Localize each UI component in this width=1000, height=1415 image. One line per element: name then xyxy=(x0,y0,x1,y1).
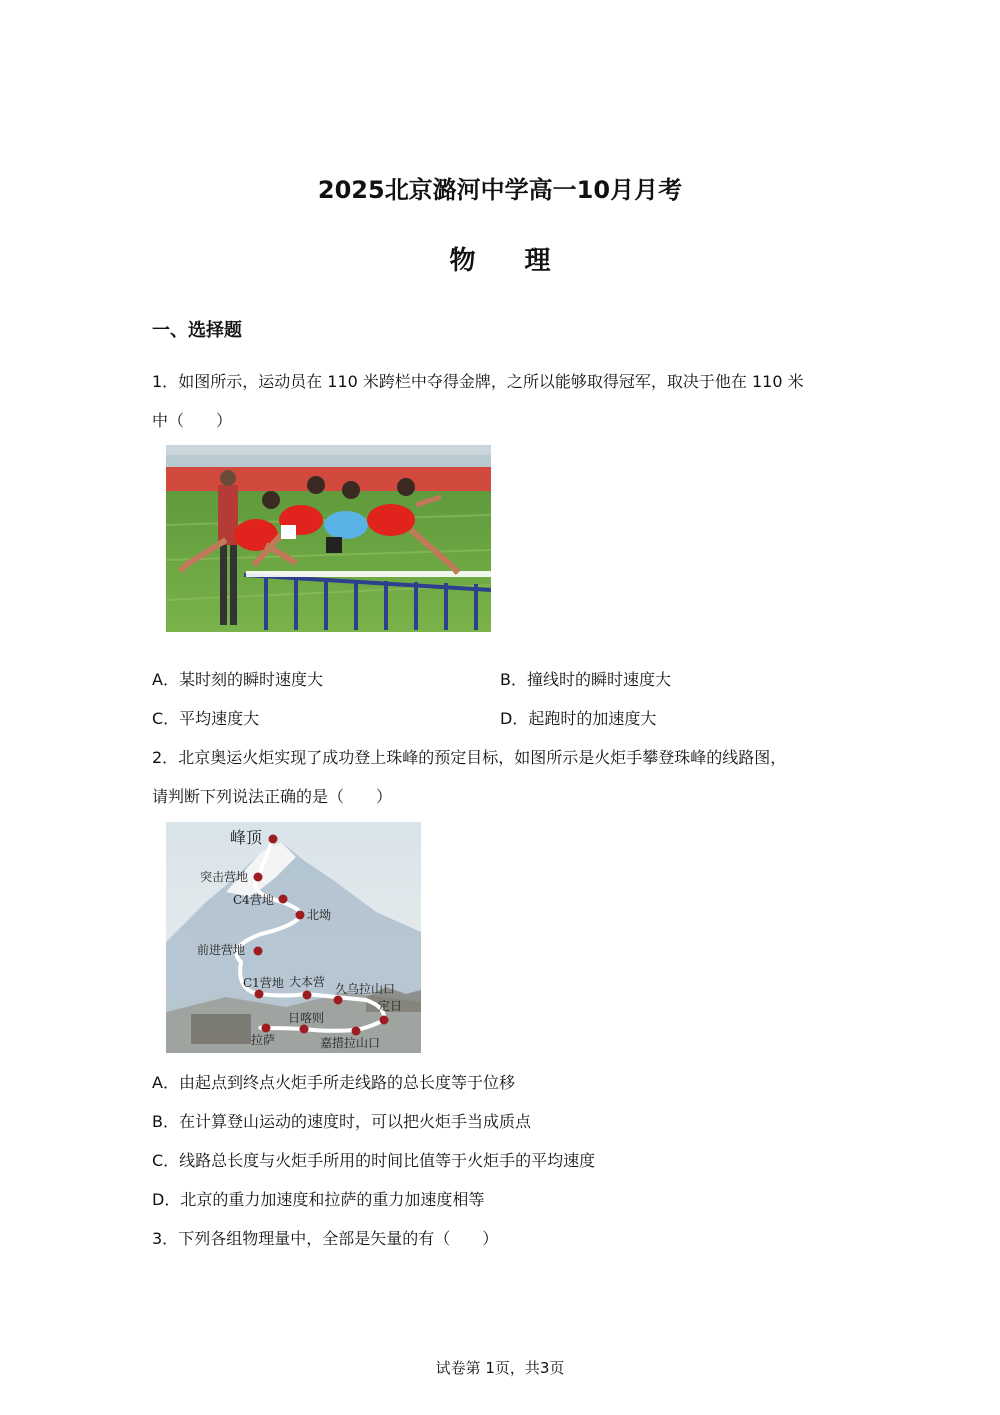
question-number: 3． xyxy=(152,1229,179,1248)
exam-title: 2025北京潞河中学高一10月月考 xyxy=(317,176,683,204)
question-2 xyxy=(152,738,852,816)
label-lhasa: 拉萨 xyxy=(251,1033,276,1047)
question-text: 下列各组物理量中，全部是矢量的有（ ） xyxy=(178,1229,499,1248)
q2-option-a[interactable]: A．由起点到终点火炬手所走线路的总长度等于位移 xyxy=(152,1073,515,1092)
label-shigatse: 日喀则 xyxy=(288,1011,325,1025)
q2-option-c[interactable]: C．线路总长度与火炬手所用的时间比值等于火炬手的平均速度 xyxy=(152,1151,596,1170)
subject-title: 物 理 xyxy=(449,246,571,276)
label-assault-camp: 突击营地 xyxy=(200,870,249,884)
q1-option-b[interactable]: B．撞线时的瞬时速度大 xyxy=(500,670,671,689)
question-text: 北京奥运火炬实现了成功登上珠峰的预定目标，如图所示是火炬手攀登珠峰的线路图， xyxy=(178,748,787,767)
label-jiuwu: 久乌拉山口 xyxy=(335,982,396,996)
question-1 xyxy=(152,362,852,440)
label-advance-camp: 前进营地 xyxy=(197,943,246,957)
route-map xyxy=(166,822,421,1053)
label-summit: 峰顶 xyxy=(230,828,263,847)
question-number: 2． xyxy=(152,748,179,767)
question-text-cont: 中（ ） xyxy=(152,411,233,430)
hurdles-photo xyxy=(166,445,491,632)
label-base-camp: 大本营 xyxy=(289,975,326,989)
section-heading: 一、选择题 xyxy=(152,320,242,341)
label-north-col: 北坳 xyxy=(307,908,332,922)
label-c1: C1营地 xyxy=(243,976,284,990)
label-jiacuo: 嘉措拉山口 xyxy=(320,1036,381,1050)
question-text-cont: 请判断下列说法正确的是（ ） xyxy=(152,787,393,806)
q1-option-d[interactable]: D．起跑时的加速度大 xyxy=(500,709,657,728)
label-dingri: 定日 xyxy=(378,999,403,1013)
label-c4: C4营地 xyxy=(233,893,274,907)
q1-option-c[interactable]: C．平均速度大 xyxy=(152,709,260,728)
question-number: 1． xyxy=(152,372,179,391)
page-footer: 试卷第 1页，共3页 xyxy=(435,1359,565,1377)
q2-option-b[interactable]: B．在计算登山运动的速度时，可以把火炬手当成质点 xyxy=(152,1112,531,1131)
q2-option-d[interactable]: D．北京的重力加速度和拉萨的重力加速度相等 xyxy=(152,1190,485,1209)
question-3 xyxy=(152,1227,498,1251)
q1-option-a[interactable]: A．某时刻的瞬时速度大 xyxy=(152,670,323,689)
question-text: 如图所示，运动员在 110 米跨栏中夺得金牌，之所以能够取得冠军，取决于他在 110 米 xyxy=(178,372,804,391)
